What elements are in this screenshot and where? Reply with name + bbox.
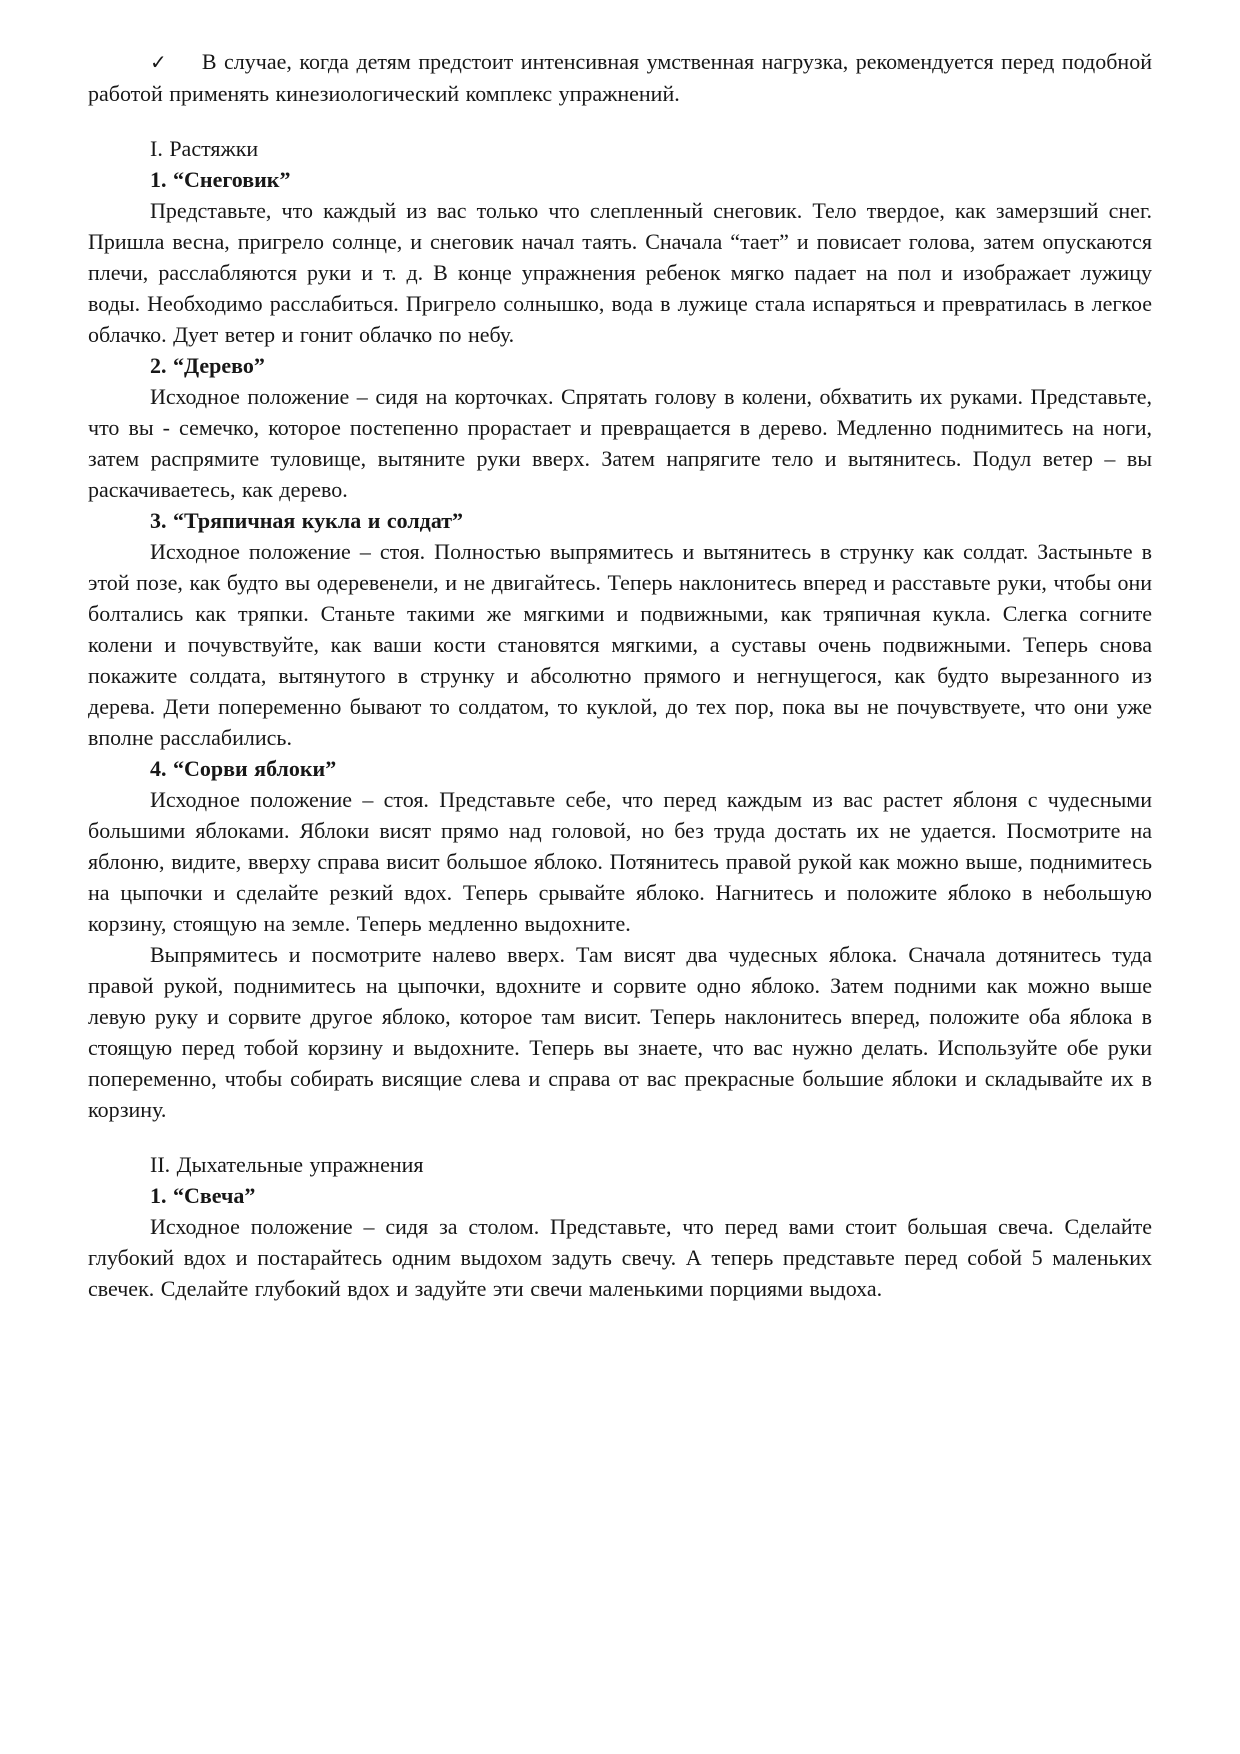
exercise-4-body-2: Выпрямитесь и посмотрите налево вверх. Там висят два чудесных яблока. Сначала дотянитесь туда правой рукой, поднимитесь на цыпочки, вдохните и сорвите одно яблоко. Затем подними как можно выше левую руку и сорвите другое яблоко, которое там висит. Теперь наклонитесь вперед, положите оба яблока в стоящую перед тобой корзину и выдохните. Теперь вы знаете, что вас нужно делать. Используйте обе руки попеременно, чтобы собирать висящие слева и справа от вас прекрасные большие яблоки и складывайте их в корзину.	[88, 942, 1152, 1122]
exercise-2-heading: 2. “Дерево”	[150, 353, 265, 378]
exercise-1-body: Представьте, что каждый из вас только что слепленный снеговик. Тело твердое, как замерзший снег. Пришла весна, пригрело солнце, и снеговик начал таять. Сначала “тает” и повисает голова, затем опускаются плечи, расслабляются руки и т. д. В конце упражнения ребенок мягко падает на пол и изображает лужицу воды. Необходимо расслабиться. Пригрело солнышко, вода в лужице стала испаряться и превратилась в легкое облачко. Дует ветер и гонит облачко по небу.	[88, 198, 1152, 347]
exercise-3-body: Исходное положение – стоя. Полностью выпрямитесь и вытянитесь в струнку как солдат. Застыньте в этой позе, как будто вы одеревенели, и не двигайтесь. Теперь наклонитесь вперед и расставьте руки, чтобы они болтались как тряпки. Станьте такими же мягкими и подвижными, как тряпичная кукла. Слегка согните колени и почувствуйте, как ваши кости становятся мягкими, а суставы очень подвижными. Теперь снова покажите солдата, вытянутого в струнку и абсолютно прямого и негнущегося, как будто вырезанного из дерева. Дети попеременно бывают то солдатом, то куклой, до тех пор, пока вы не почувствуете, что они уже вполне расслабились.	[88, 539, 1152, 750]
breathing-exercise-1-body: Исходное положение – сидя за столом. Представьте, что перед вами стоит большая свеча. Сделайте глубокий вдох и постарайтесь одним выдохом задуть свечу. А теперь представьте перед собой 5 маленьких свечек. Сделайте глубокий вдох и задуйте эти свечи маленькими порциями выдоха.	[88, 1214, 1152, 1301]
checkmark-icon: ✓	[150, 50, 168, 74]
section-1-title: I. Растяжки	[150, 136, 259, 161]
exercise-3-heading: 3. “Тряпичная кукла и солдат”	[150, 508, 464, 533]
section-2-title: II. Дыхательные упражнения	[150, 1152, 424, 1177]
exercise-4-body-1: Исходное положение – стоя. Представьте себе, что перед каждым из вас растет яблоня с чудесными большими яблоками. Яблоки висят прямо над головой, но без труда достать их не удается. Посмотрите на яблоню, видите, вверху справа висит большое яблоко. Потянитесь правой рукой как можно выше, поднимитесь на цыпочки и сделайте резкий вдох. Теперь срывайте яблоко. Нагнитесь и положите яблоко в небольшую корзину, стоящую на земле. Теперь медленно выдохните.	[88, 787, 1152, 936]
breathing-exercise-1-heading: 1. “Свеча”	[150, 1183, 256, 1208]
intro-paragraph	[88, 46, 1152, 109]
exercise-4-heading: 4. “Сорви яблоки”	[150, 756, 337, 781]
exercise-1-heading: 1. “Снеговик”	[150, 167, 291, 192]
intro-text: В случае, когда детям предстоит интенсивная умственная нагрузка, рекомендуется перед подобной работой применять кинезиологический комплекс упражнений.	[88, 49, 1152, 106]
exercise-2-body: Исходное положение – сидя на корточках. Спрятать голову в колени, обхватить их руками. Представьте, что вы - семечко, которое постепенно прорастает и превращается в дерево. Медленно поднимитесь на ноги, затем распрямите туловище, вытяните руки вверх. Затем напрягите тело и вытянитесь. Подул ветер – вы раскачиваетесь, как дерево.	[88, 384, 1152, 502]
